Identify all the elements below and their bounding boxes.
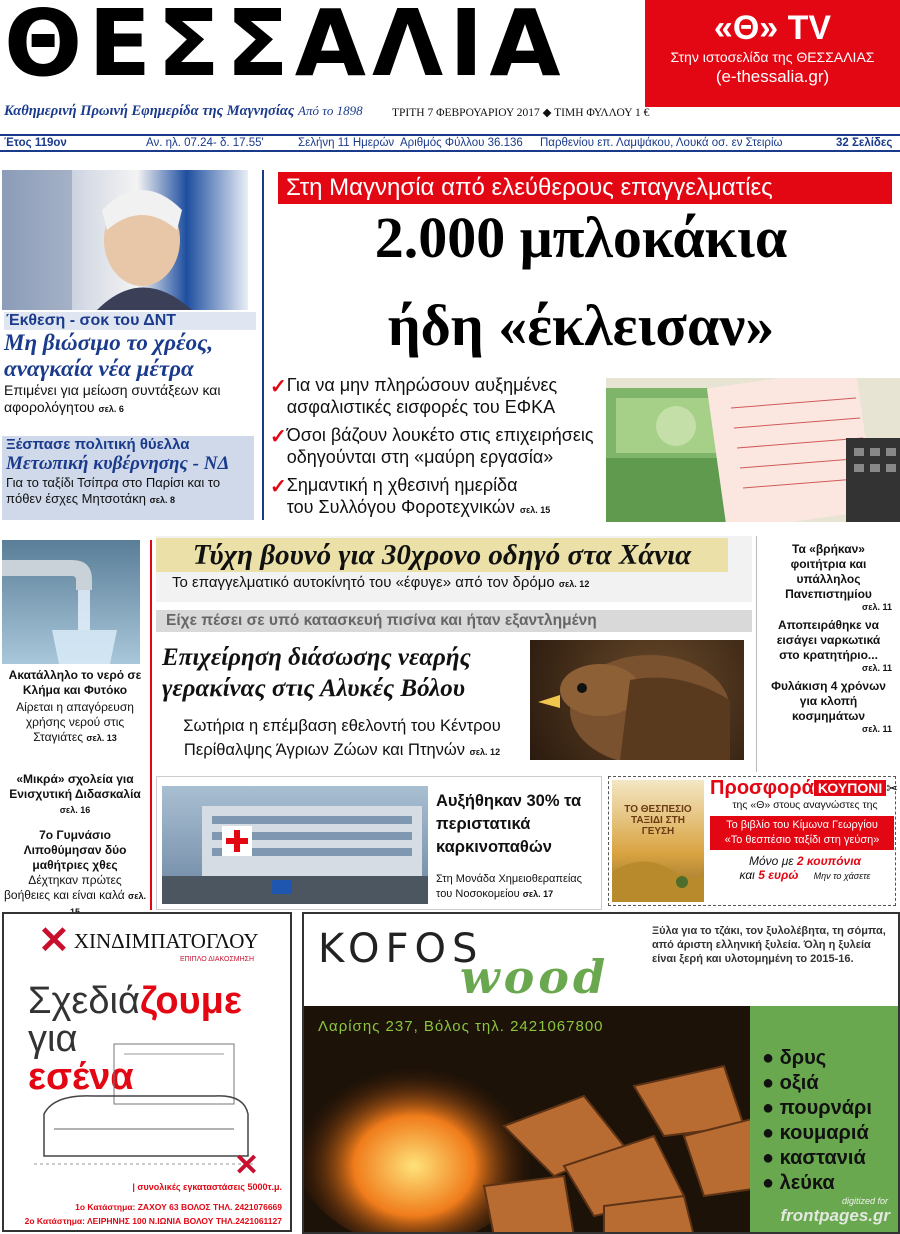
info-saints: Παρθενίου επ. Λαμψάκου, Λουκά οσ. εν Στειρίω [540,137,783,149]
cancer-page-ref: σελ. 17 [522,889,554,899]
wood-type: ● οξιά [762,1072,819,1094]
coupon-header [710,777,900,799]
sofa-sketch [34,1034,254,1174]
furniture-brand-name: ΧΙΝΔΙΜΠΑΤΟΓΛΟΥ [73,928,259,953]
furniture-facilities: | συνολικές εγκαταστάσεις 5000τ.μ. [132,1182,282,1192]
tv-title: «Θ» TV [713,9,832,47]
scissors-icon: ✂ [886,780,898,796]
politics-body-text: Για το ταξίδι Τσίπρα στο Παρίσι και το πόθεν έσχες Μητσοτάκη [6,475,221,506]
lead-bullet [270,474,600,521]
wood-type: ● λεύκα [762,1172,835,1194]
story-chania[interactable] [156,536,752,602]
wood-type: ● πουρνάρι [762,1097,872,1119]
brief-text: Τα «βρήκαν» φοιτήτρια και υπάλληλος Πανεπιστημίου [785,542,872,601]
book-title: ΤΟ ΘΕΣΠΕΣΙΟ ΤΑΞΙΔΙ ΣΤΗ ΓΕΥΣΗ [624,804,692,837]
wood-type: ● καστανιά [762,1147,866,1169]
checkmark-icon: ✓ [270,426,287,448]
bullet-text [287,474,551,521]
chania-sub-text: Το επαγγελματικό αυτοκίνητό του «έφυγε» από τον δρόμο [172,574,555,591]
furniture-store2: 2ο Κατάστημα: ΛΕΙΡΗΝΗΣ 100 Ν.ΙΩΝΙΑ ΒΟΛΟΥ ΤΗΛ.2421061127 [24,1216,282,1226]
tv-promo-box[interactable] [645,0,900,107]
water-body [4,700,146,746]
brand-x-icon: ✕ [38,920,70,962]
lead-headline-line1[interactable]: 2.000 μπλοκάκια [374,205,788,270]
hospital-photo [162,786,428,904]
coupon-count: 2 κουπόνια [796,854,861,868]
kofos-address: Λαρίσης 237, Βόλος τηλ. 2421067800 [318,1018,604,1035]
watermark: frontpages.gr [780,1206,890,1225]
brief-item[interactable] [757,542,900,612]
bullet-text [287,374,557,418]
brief-page-ref: σελ. 11 [862,663,892,673]
cancer-body-text: Στη Μονάδα Χημειοθεραπείας του Νοσοκομείου [436,873,582,900]
coupon-dont-miss: Μην το χάσετε [813,871,871,881]
receipts-illustration [606,378,900,522]
hawk-headline[interactable]: Επιχείρηση διάσωσης νεαρής γερακίνας στις Αλυκές Βόλου [162,644,471,702]
kofos-brand-sub: wood [460,950,610,1004]
kofos-description: Ξύλα για το τζάκι, τον ξυλολέβητα, τη σόμπα, από άριστη ελληνική ξυλεία. Όλη η ξυλεία είναι ξερή και υλοτομημένη το 2015-16. [652,925,886,965]
bullet-line-text: του Συλλόγου Φοροτεχνικών [286,497,515,517]
hawk-kicker: Είχε πέσει σε υπό κατασκευή πισίνα και ήταν εξαντλημένη [166,612,597,629]
politics-page-ref: σελ. 8 [149,495,176,505]
bullet-line: οδηγούνται στη «μαύρη εργασία» [286,447,554,467]
slogan-part1: Σχεδιά [28,980,140,1022]
coupon-book-line1: Το βιβλίο του Κίμωνα Γεωργίου [726,819,878,831]
politics-kicker: Ξέσπασε πολιτική θύελλα [6,436,190,453]
checkmark-icon: ✓ [270,476,287,498]
chania-sub [156,572,752,595]
lead-headline-line2[interactable]: ήδη «έκλεισαν» [387,293,775,358]
gym-body-text: Δέχτηκαν πρώτες βοήθειες και είναι καλά [4,873,125,902]
imf-kicker: Έκθεση - σοκ του ΔΝΤ [4,312,256,330]
imf-body [4,382,256,418]
schools-headline-text: «Μικρά» σχολεία για Ενισχυτική Διδασκαλία [9,772,141,801]
coupon-offer: Προσφορά [710,777,814,799]
tv-url[interactable]: (e-thessalia.gr) [715,67,830,86]
story-water[interactable] [4,668,146,746]
wood-type: ● κουμαριά [762,1122,869,1144]
water-page-ref: σελ. 13 [86,733,117,743]
info-pages: 32 Σελίδες [836,137,893,149]
politics-body [2,475,254,508]
wood-type-label: καστανιά [779,1147,866,1169]
bullet-text [287,424,594,468]
hawk-photo [530,640,744,760]
coupon-book-box [710,816,894,850]
coupon-label: ΚΟΥΠΟΝΙ [814,780,886,796]
bullet-line: Για να μην πληρώσουν αυξημένες [286,375,558,395]
politics-headline[interactable]: Μετωπική κυβέρνησης - ΝΔ [6,453,230,474]
story-schools[interactable] [4,772,146,818]
coupon-book-line2: «Το θεσπέσιο ταξίδι στη γεύση» [724,834,880,846]
coupon-text [710,777,900,883]
story-gym[interactable] [4,828,146,920]
hawk-kicker-bar [156,610,752,632]
masthead-tagline [4,103,363,120]
hawk-illustration [530,640,744,760]
water-headline[interactable]: Ακατάλληλο το νερό σε Κλήμα και Φυτόκο [8,668,142,697]
brief-text: Αποπειράθηκε να εισάγει ναρκωτικά στο κρατητήριο... [776,618,881,662]
furniture-brand-sub: ΕΠΙΠΛΟ ΔΙΑΚΟΣΜΗΣΗ [180,956,255,963]
hawk-body-text: Σωτήρια η επέμβαση εθελοντή του Κέντρου Περίθαλψης Άγριων Ζώων και Πτηνών [183,717,501,759]
checkmark-icon: ✓ [270,376,287,398]
receipts-money-photo [606,378,900,522]
water-body-text: Αίρεται η απαγόρευση χρήσης νερού στις Σταγιάτες [16,700,134,744]
cancer-headline[interactable]: Αυξήθηκαν 30% τα περιστατικά καρκινοπαθών [436,792,582,856]
story-politics[interactable] [2,436,254,520]
lead-bullet [270,374,600,418]
coupon-price-line [710,868,900,883]
info-sun: Αν. ηλ. 07.24- δ. 17.55' [146,137,264,149]
coupon-terms [710,854,900,868]
bullet-line [287,496,551,521]
info-bar [0,134,900,152]
wood-type-label: λεύκα [779,1172,835,1194]
coupon-line1: της «Θ» στους αναγνώστες της [732,799,878,811]
furniture-store1: 1ο Κατάστημα: ΖΑΧΟΥ 63 ΒΟΛΟΣ ΤΗΛ. 2421076669 [75,1202,282,1212]
slogan-part2: ζουμε [139,980,242,1022]
tv-subtitle: Στην ιστοσελίδα της ΘΕΣΣΑΛΙΑΣ [670,49,875,65]
hawk-page-ref: σελ. 12 [469,747,501,757]
book-cover [612,780,704,902]
dateline: ΤΡΙΤΗ 7 ΦΕΒΡΟΥΑΡΙΟΥ 2017 ◆ ΤΙΜΗ ΦΥΛΛΟΥ 1 € [392,107,650,119]
gym-page-ref: σελ. [128,891,146,901]
hawk-body [162,714,522,764]
lead-bullet [270,424,600,468]
brief-text: Φυλάκιση 4 χρόνων για κλοπή κοσμημάτων [771,679,886,723]
info-moon: Σελήνη 11 Ημερών [298,137,395,149]
brief-item[interactable] [757,618,900,673]
watermark-small: digitized for [841,1196,888,1206]
schools-page-ref: σελ. 16 [59,805,91,815]
newspaper-logo: ΘΕΣΣΑΛΙΑ [4,0,567,97]
wood-type-label: δρυς [779,1047,827,1069]
portrait-illustration [2,170,248,310]
ad-kofos-wood[interactable] [302,912,900,1234]
lagarde-photo [2,170,248,310]
chania-headline[interactable]: Τύχη βουνό για 30χρονο οδηγό στα Χάνια [156,538,728,572]
wood-type-label: κουμαριά [779,1122,869,1144]
info-issue: Αριθμός Φύλλου 36.136 [400,137,523,149]
lead-page-ref: σελ. 15 [519,505,551,515]
chania-page-ref: σελ. 12 [558,579,590,589]
hospital-illustration [162,786,428,904]
imf-headline[interactable]: Μη βιώσιμο το χρέος, αναγκαία νέα μέτρα [4,330,214,381]
brand-x-icon: ✕ [234,1149,260,1182]
water-tap-photo [2,540,140,664]
wood-type-label: πουρνάρι [779,1097,872,1119]
tagline-text: Καθημερινή Πρωινή Εφημερίδα της Μαγνησίας [4,103,295,119]
slogan-part3: για [28,1018,78,1060]
tagline-since: Από το 1898 [298,103,363,118]
brief-page-ref: σελ. 11 [862,724,892,734]
tap-illustration [2,540,140,664]
bullet-line: Όσοι βάζουν λουκέτο στις επιχειρήσεις [286,425,594,445]
kofos-brand: KOFOS [318,926,484,972]
imf-page-ref: σελ. 6 [98,404,124,414]
bullet-line: ασφαλιστικές εισφορές του ΕΦΚΑ [286,397,556,417]
wood-type: ● δρυς [762,1047,827,1069]
coupon-price: 5 ευρώ [758,868,799,882]
schools-headline[interactable] [4,772,146,818]
coupon-only-with: Μόνο με [749,854,794,868]
brief-item[interactable] [757,679,900,734]
gym-headline[interactable]: 7ο Γυμνάσιο Λιποθύμησαν δύο μαθήτριες χθες [23,828,127,872]
brief-page-ref: σελ. 11 [862,602,892,612]
coupon-and: και [739,868,755,882]
lead-bullets [270,374,600,521]
right-briefs [756,536,900,772]
story-imf[interactable] [4,312,256,418]
wood-type-label: οξιά [779,1072,819,1094]
lead-kicker: Στη Μαγνησία από ελεύθερους επαγγελματίες [278,172,892,204]
bullet-line: Σημαντική η χθεσινή ημερίδα [286,475,518,495]
info-year: Έτος 119ον [4,137,67,149]
imf-body-text: Επιμένει για μείωση συντάξεων και αφορολόγητου [4,382,221,415]
book-landscape [612,842,704,902]
ad-furniture[interactable] [2,912,292,1232]
cancer-body [436,872,600,902]
slogan-part4: εσένα [28,1056,134,1098]
